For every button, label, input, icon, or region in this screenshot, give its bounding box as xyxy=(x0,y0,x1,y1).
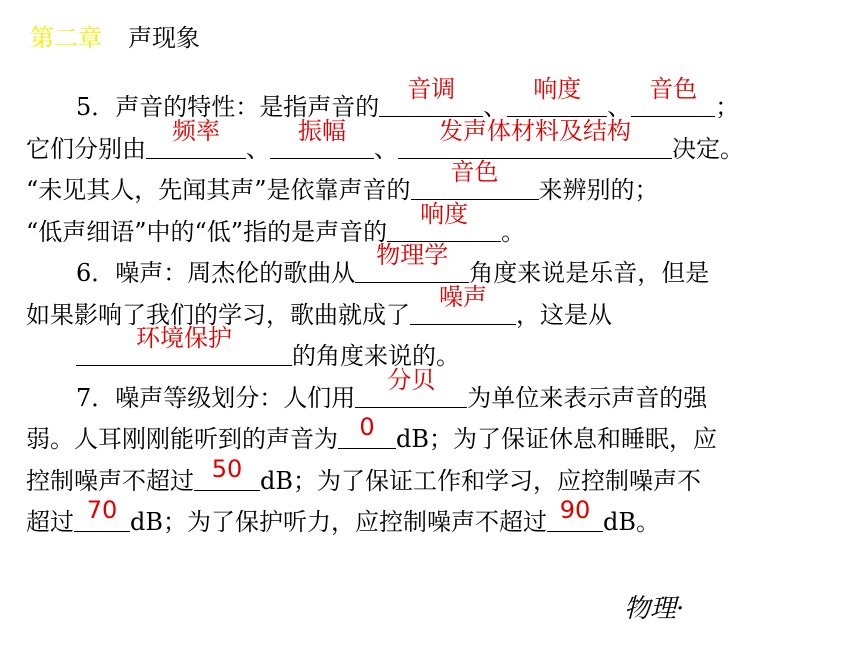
answer-blank-50db: 50 xyxy=(194,460,260,491)
answer-blank-frequency: 频率 xyxy=(146,128,246,159)
answer-blank-loudness: 响度 xyxy=(507,86,607,117)
q7-line-1: 7．噪声等级划分：人们用 分贝 为单位来表示声音的强 xyxy=(76,365,708,412)
answer-blank-amplitude: 振幅 xyxy=(270,128,374,159)
answer-blank-physics: 物理学 xyxy=(355,252,469,283)
q6-line-3: 环境保护 的角度来说的。 xyxy=(26,335,838,377)
answer-blank-0db: 0 xyxy=(338,418,396,449)
answer-blank-decibel: 分贝 xyxy=(355,377,467,408)
q5-line-1: 5．声音的特性：是指声音的 音调 、 响度 、 音色 ； xyxy=(76,75,740,121)
answer-blank-70db: 70 xyxy=(74,501,130,532)
q5-line-3: “未见其人，先闻其声”是依靠声音的 音色 来辨别的； xyxy=(26,158,659,204)
chapter-label: 第二章 xyxy=(30,24,102,52)
q7-line-4: 超过 70 dB；为了保护听力，应控制噪声不超过 90 dB。 xyxy=(26,496,660,536)
q7-line-3: 控制噪声不超过 50 dB；为了保证工作和学习，应控制噪声不 xyxy=(26,454,701,495)
answer-blank-timbre: 音色 xyxy=(631,86,715,117)
answer-blank-loudness-2: 响度 xyxy=(387,211,501,242)
q6-line-2: 如果影响了我们的学习，歌曲就成了 噪声 ，这是从 xyxy=(26,282,612,329)
answer-blank-noise: 噪声 xyxy=(410,294,516,325)
answer-blank-material: 发声体材料及结构 xyxy=(398,128,672,159)
answer-blank-90db: 90 xyxy=(547,501,603,532)
answer-blank-environment: 环境保护 xyxy=(76,335,292,366)
q5-line-2: 它们分别由 频率 、 振幅 、 发声体材料及结构 决定。 xyxy=(26,116,744,163)
q6-line-1: 6．噪声：周杰伦的歌曲从 物理学 角度来说是乐音，但是 xyxy=(76,241,710,287)
q5-line-4: “低声细语”中的“低”指的是声音的 响度 。 xyxy=(26,199,526,246)
slide-header xyxy=(30,18,200,53)
answer-blank-timbre-2: 音色 xyxy=(411,169,539,200)
footer-subject: 物理· xyxy=(624,594,685,624)
topic-label: 声现象 xyxy=(128,24,200,52)
answer-blank-pitch: 音调 xyxy=(379,86,483,117)
q7-line-2: 弱。人耳刚刚能听到的声音为 0 dB；为了保证休息和睡眠，应 xyxy=(26,413,717,453)
exercise-body xyxy=(26,75,838,543)
